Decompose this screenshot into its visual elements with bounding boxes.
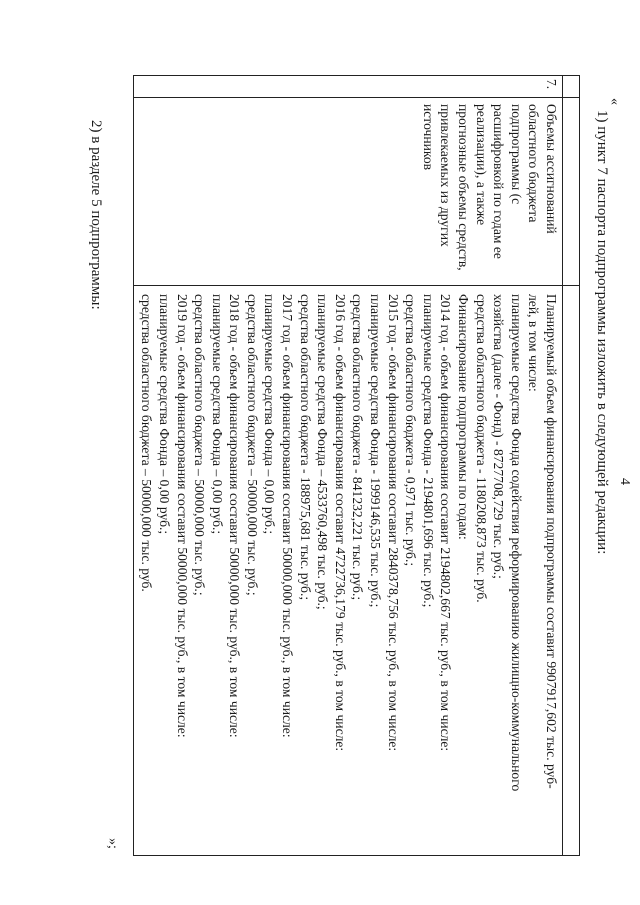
text-line: средства областного бюджета - 841232,221 тыс. руб.; (350, 294, 366, 601)
text-line: планируемые средства Фонда – 0,00 руб.; (209, 294, 225, 535)
text-line: планируемые средства Фонда содействия реформированию жилищно-коммунального (508, 294, 524, 792)
text-line: Планируемый объем финансирования подпрограммы составит 9907917,602 тыс. руб- (544, 294, 559, 789)
text-line: 2017 год - объем финансирования составит 50000,000 тыс. руб., в том числе: (280, 294, 296, 738)
text-line: лей, в том числе: (526, 294, 542, 392)
table-cell (563, 286, 580, 856)
text-line: 2015 год - объем финансирования составит 2840378,756 тыс. руб., в том числе: (385, 294, 401, 752)
page-number: 4 (617, 478, 632, 485)
passport-table (133, 75, 580, 856)
text-line: средства областного бюджета - 1180208,873 тыс. руб. (473, 294, 489, 603)
text-line: 2014 год - объем финансирования составит 2194802,667 тыс. руб., в том числе: (438, 294, 454, 752)
text-line: планируемые средства Фонда – 0,00 руб.; (262, 294, 278, 535)
text-line: средства областного бюджета – 50000,000 тыс. руб.; (244, 294, 260, 596)
text-line: 2019 год - объем финансирования составит 50000,000 тыс. руб., в том числе: (174, 294, 190, 738)
table-row (133, 76, 562, 856)
row-name: Объемы ассигнований областного бюджета подпрограммы (с расшифровкой по годам ее реализации), а также прогнозные объемы средств, привлекаемых из других источников (133, 98, 562, 286)
row-text (133, 286, 562, 856)
text-line: Финансирование подпрограммы по годам: (456, 294, 472, 540)
text-line: средства областного бюджета - 0,971 тыс. руб.; (403, 294, 419, 567)
text-line: средства областного бюджета – 50000,000 тыс. руб. (139, 294, 155, 592)
text-line: планируемые средства Фонда – 0,00 руб.; (156, 294, 172, 535)
text-line: средства областного бюджета – 50000,000 тыс. руб.; (192, 294, 208, 596)
text-line: 2018 год - объем финансирования составит 50000,000 тыс. руб., в том числе: (227, 294, 243, 738)
text-line: хозяйства (далее - Фонд) - 8727708,729 тыс. руб.; (491, 294, 507, 579)
text-line: планируемые средства Фонда - 2194801,696 тыс. руб.; (420, 294, 436, 608)
row-number: 7. (133, 76, 562, 98)
text-line: планируемые средства Фонда - 1999146,535 тыс. руб.; (368, 294, 384, 608)
item-2-paragraph: 2) в разделе 5 подпрограммы: (88, 120, 104, 310)
opening-quote: « (607, 98, 622, 105)
closing-quote: »; (105, 838, 120, 849)
text-line: планируемые средства Фонда – 4533760,498 тыс. руб.; (315, 294, 331, 610)
table-cell (563, 76, 580, 98)
intro-paragraph: 1) пункт 7 паспорта подпрограммы изложить в следующей редакции: (594, 110, 610, 555)
text-line: средства областного бюджета - 188975,681 тыс. руб.; (297, 294, 313, 601)
text-line: 2016 год - объем финансирования составит 4722736,179 тыс. руб., в том числе: (332, 294, 348, 752)
table-top-row (563, 76, 580, 856)
table-cell (563, 98, 580, 286)
